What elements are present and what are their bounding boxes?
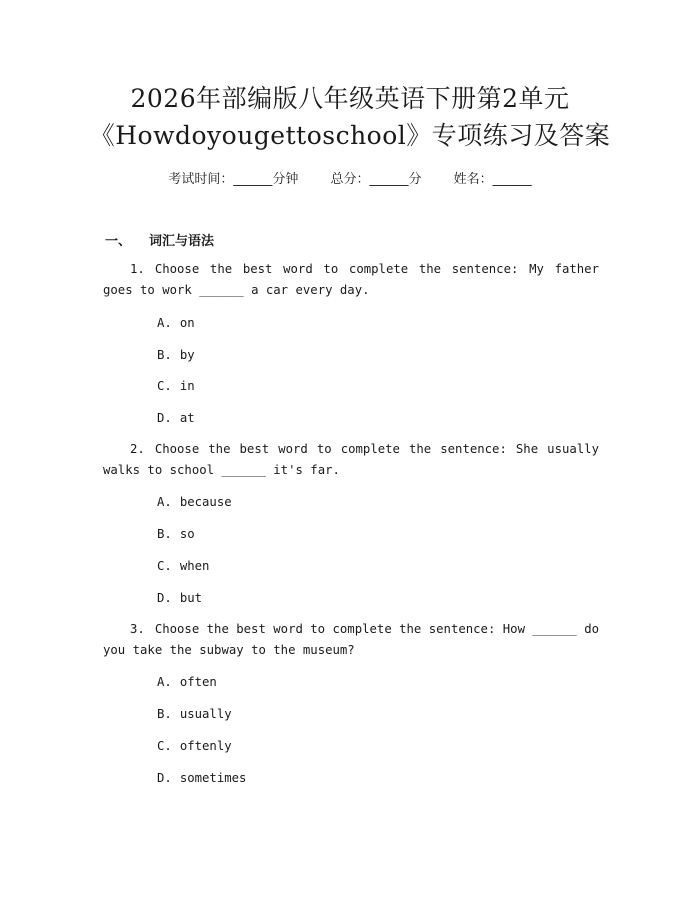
page-title-line-2: 《Howdoyougettoschool》专项练习及答案 [89, 121, 611, 150]
student-name-field: 姓名：______ [453, 172, 532, 187]
exam-info [0, 168, 700, 187]
question-number: 1. [130, 262, 145, 276]
question-2-option-c [157, 558, 209, 574]
question-3-option-b [157, 706, 232, 722]
option-letter: C. [157, 559, 172, 573]
question-2-option-a [157, 494, 232, 510]
option-letter: C. [157, 739, 172, 753]
question-number: 3. [130, 622, 145, 636]
section-heading [105, 230, 214, 249]
question-1 [103, 259, 599, 301]
page-title-line-1: 2026年部编版八年级英语下册第2单元 [130, 84, 570, 113]
option-letter: B. [157, 348, 172, 362]
question-3 [103, 619, 599, 661]
option-letter: B. [157, 707, 172, 721]
option-text: by [179, 348, 195, 362]
question-number: 2. [130, 442, 145, 456]
question-3-option-d [157, 770, 246, 786]
option-text: often [179, 675, 217, 689]
total-score-field: 总分：______分 [330, 172, 422, 187]
question-2 [103, 439, 599, 481]
option-text: in [179, 379, 195, 393]
option-text: when [179, 559, 210, 573]
question-1-option-b [157, 347, 195, 363]
option-text: but [179, 591, 203, 605]
option-text: oftenly [179, 739, 232, 753]
question-2-option-b [157, 526, 195, 542]
question-2-option-d [157, 590, 202, 606]
question-3-option-a [157, 674, 217, 690]
question-3-option-c [157, 738, 232, 754]
option-text: at [179, 411, 195, 425]
question-text: Choose the best word to complete the sentence: My father goes to work ______ a car every day. [103, 262, 599, 297]
option-text: sometimes [179, 771, 247, 785]
option-letter: A. [157, 495, 172, 509]
question-1-option-a [157, 315, 195, 331]
option-letter: D. [157, 411, 172, 425]
question-1-option-d [157, 410, 195, 426]
option-text: because [179, 495, 232, 509]
question-1-option-c [157, 378, 195, 394]
section-number: 一、 [105, 234, 132, 249]
exam-time-field: 考试时间：______分钟 [168, 172, 299, 187]
question-text: Choose the best word to complete the sentence: How ______ do you take the subway to the museum? [103, 622, 600, 657]
option-letter: A. [157, 675, 172, 689]
option-text: so [179, 527, 195, 541]
option-text: on [179, 316, 195, 330]
question-text: Choose the best word to complete the sentence: She usually walks to school ______ it's far. [103, 442, 599, 477]
option-letter: D. [157, 591, 172, 605]
option-letter: D. [157, 771, 172, 785]
option-letter: A. [157, 316, 172, 330]
option-text: usually [179, 707, 232, 721]
option-letter: B. [157, 527, 172, 541]
option-letter: C. [157, 379, 172, 393]
section-title: 词汇与语法 [149, 234, 215, 249]
